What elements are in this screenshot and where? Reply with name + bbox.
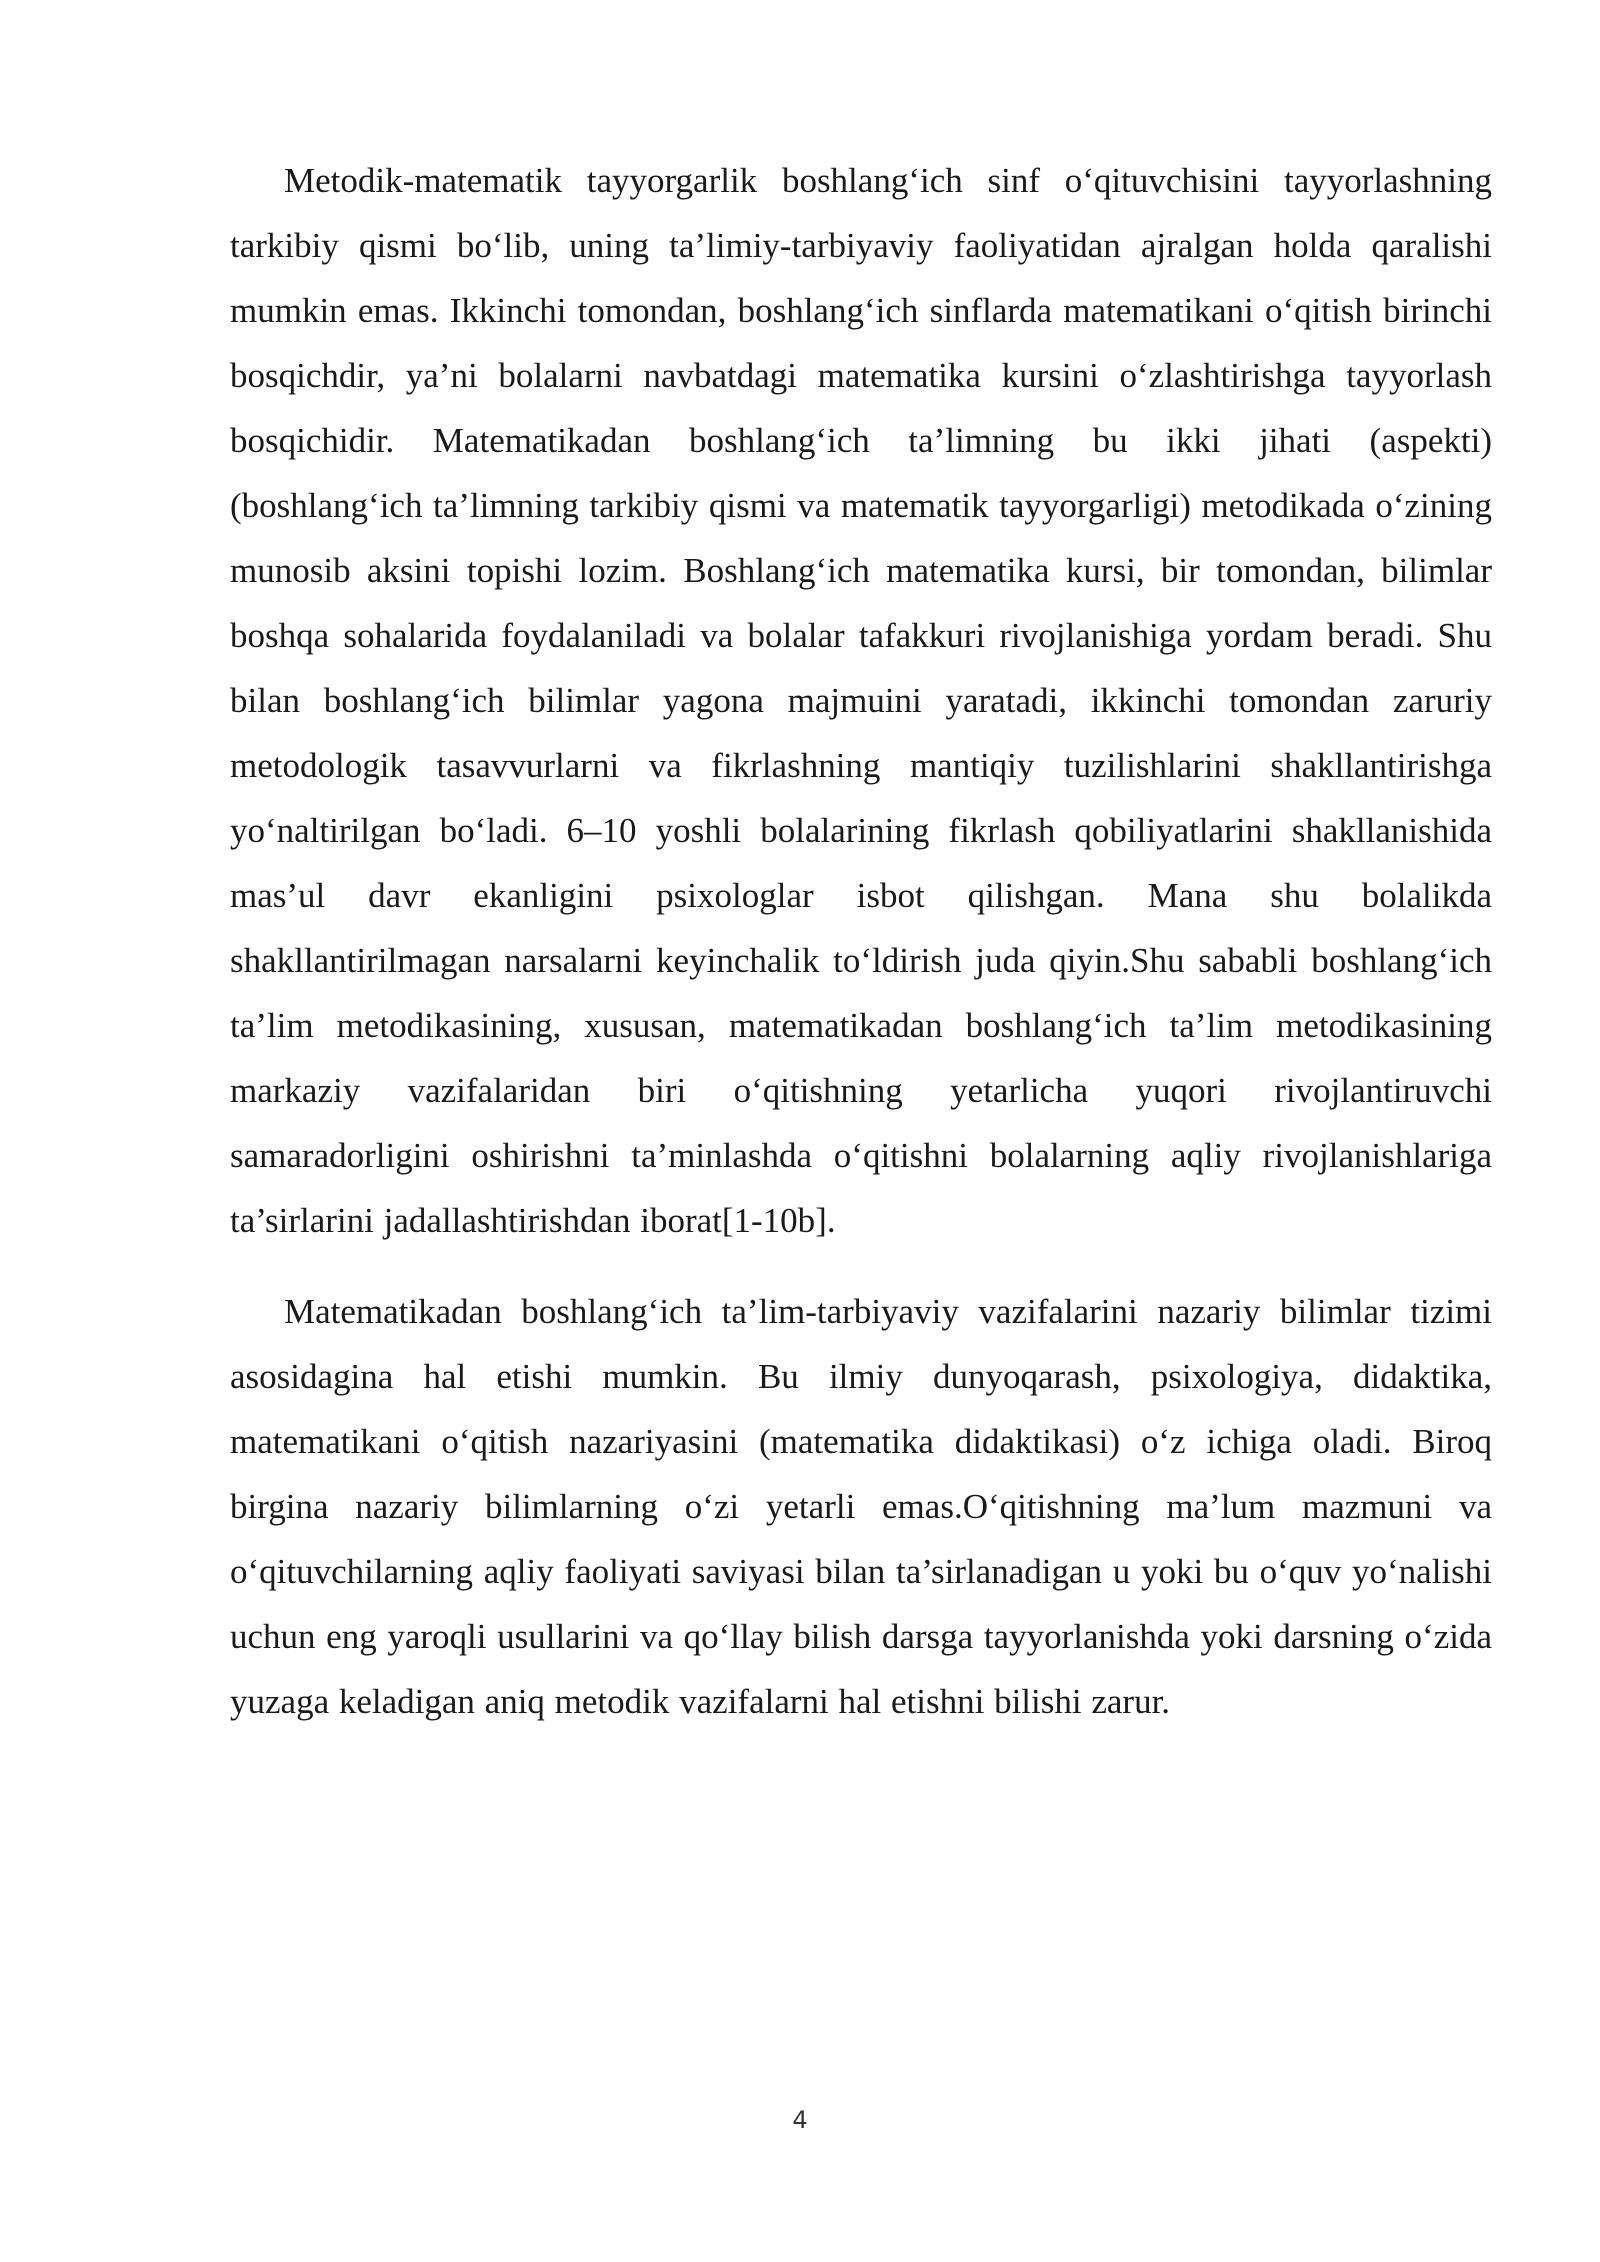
paragraph-1: Metodik-matematik tayyorgarlik boshlang‘ich sinf o‘qituvchisini tayyorlashning tarkibiy qismi bo‘lib, uning ta’limiy-tarbiyaviy faoliyatidan ajralgan holda qaralishi mumkin emas. Ikkinchi tomondan, boshlang‘ich sinflarda matematikani o‘qitish birinchi bosqichdir, ya’ni bolalarni navbatdagi matematika kursini o‘zlashtirishga tayyorlash bosqichidir. Matematikadan boshlang‘ich ta’limning bu ikki jihati (aspekti) (boshlang‘ich ta’limning tarkibiy qismi va matematik tayyorgarligi) metodikada o‘zining munosib aksini topishi lozim. Boshlang‘ich matematika kursi, bir tomondan, bilimlar boshqa sohalarida foydalaniladi va bolalar tafakkuri rivojlanishiga yordam beradi. Shu bilan boshlang‘ich bilimlar yagona majmuini yaratadi, ikkinchi tomondan zaruriy metodologik tasavvurlarni va fikrlashning mantiqiy tuzilishlarini shakllantirishga yo‘naltirilgan bo‘ladi. 6–10 yoshli bolalarining fikrlash qobiliyatlarini shakllanishida mas’ul davr ekanligini psixologlar isbot qilishgan. Mana shu bolalikda shakllantirilmagan narsalarni keyinchalik to‘ldirish juda qiyin.Shu sababli boshlang‘ich ta’lim metodikasining, xususan, matematikadan boshlang‘ich ta’lim metodikasining markaziy vazifalaridan biri o‘qitishning yetarlicha yuqori rivojlantiruvchi samaradorligini oshirishni ta’minlashda o‘qitishni bolalarning aqliy rivojlanishlariga ta’sirlarini jadallashtirishdan iborat[1-10b]. (230, 161, 1492, 1240)
paragraph-2: Matematikadan boshlang‘ich ta’lim-tarbiyaviy vazifalarini nazariy bilimlar tizimi asosidagina hal etishi mumkin. Bu ilmiy dunyoqarash, psixologiya, didaktika, matematikani o‘qitish nazariyasini (matematika didaktikasi) o‘z ichiga oladi. Biroq birgina nazariy bilimlarning o‘zi yetarli emas.O‘qitishning ma’lum mazmuni va o‘qituvchilarning aqliy faoliyati saviyasi bilan ta’sirlanadigan u yoki bu o‘quv yo‘nalishi uchun eng yaroqli usullarini va qo‘llay bilish darsga tayyorlanishda yoki darsning o‘zida yuzaga keladigan aniq metodik vazifalarni hal etishni bilishi zarur. (230, 1292, 1492, 1721)
body-text (230, 148, 1492, 1734)
page-number: 4 (792, 2106, 808, 2134)
